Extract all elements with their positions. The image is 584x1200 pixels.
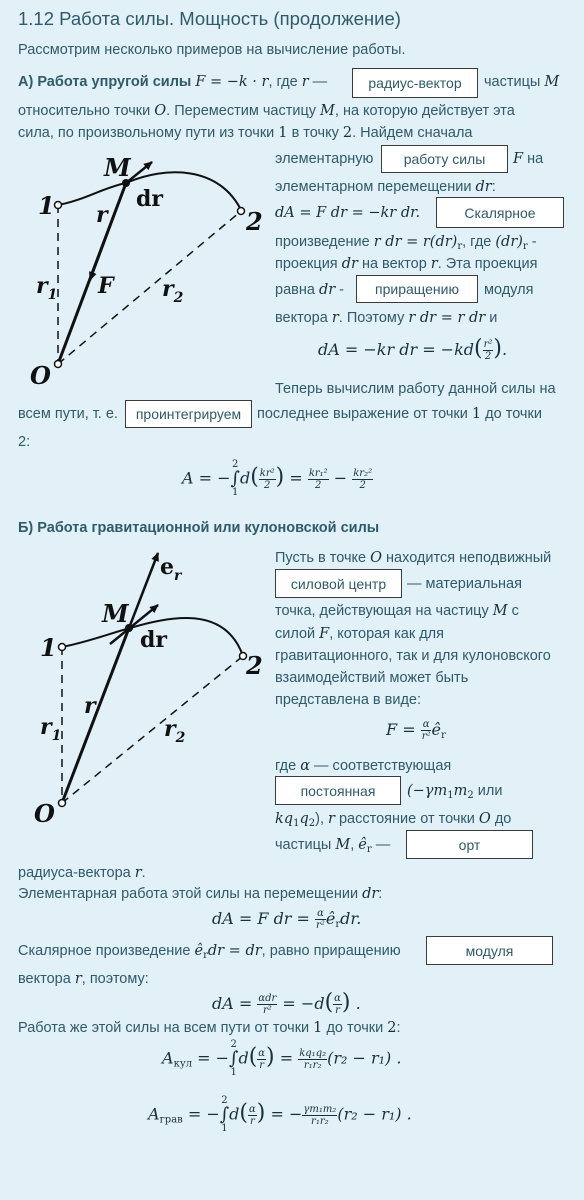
- blank-constant[interactable]: постоянная: [275, 776, 401, 805]
- section-a-heading: А) Работа упругой силы: [18, 74, 192, 90]
- label-1: 1: [38, 191, 55, 220]
- section-a-r7: вектора r. Поэтому r dr = r dr и: [275, 310, 498, 326]
- section-a-now2: всем пути, т. е.: [18, 406, 118, 422]
- section-b-r11: частицы M, $ê_r$ —: [275, 837, 391, 855]
- eq-a-total: A = −2 ∫ 1d( $\frac{\text{kr²}}{2}$ ) = $\frac{\text{kr₁²}}{2}$ − $\frac{\text{kr₂²}}{2}$: [182, 459, 373, 498]
- label-r2-b: $r_2$: [164, 716, 186, 746]
- section-b-l16: Работа же этой силы на всем пути от точки 1 до точки 2:: [18, 1020, 401, 1036]
- eq-b-gravity: $A_{грав} = -2$ ∫ 1d( $\frac{\alpha}{r}$ ) = − $\frac{\text{γm₁m₂}}{\text{r₁r₂}}$ (r₂ − r₁) .: [148, 1095, 412, 1134]
- label-2: 2: [246, 207, 263, 236]
- point-o-b: [59, 800, 66, 807]
- blank-increment[interactable]: приращению: [356, 275, 478, 303]
- label-er: $e_r$: [160, 554, 182, 584]
- label-r1: $r_1$: [36, 273, 58, 303]
- point-1-b: [59, 644, 66, 651]
- section-b-r4: силой F, которая как для: [275, 626, 444, 642]
- label-r2: $r_2$: [162, 276, 184, 306]
- eq-b-da2: dA = $\frac{\text{αdr}}{\text{r²}}$ = −d( $\frac{\alpha}{r}$ ) .: [212, 990, 361, 1016]
- section-b-heading: Б) Работа гравитационной или кулоновской силы: [18, 520, 380, 536]
- section-b-l13: Элементарная работа этой силы на перемещении dr:: [18, 886, 383, 902]
- section-b-r2: — материальная: [407, 576, 522, 592]
- section-a-r6: равна dr -: [275, 282, 345, 298]
- blank-force-center[interactable]: силовой центр: [275, 569, 402, 598]
- section-b-l14: Скалярное произведение $ê_rdr$ = dr, равно приращению: [18, 943, 401, 961]
- eq-da-elastic: dA = −kr dr = −kd( $\frac{\text{r²}}{2}$ ).: [318, 336, 508, 362]
- section-b-r5: гравитационного, так и для кулоновского: [275, 648, 551, 664]
- label-m-b: M: [102, 599, 129, 628]
- section-a-r3: dA = F dr = −kr dr.: [275, 205, 421, 221]
- eq-f-central: F = $\frac{\alpha}{\text{r²}}$ $ê_r$: [386, 719, 446, 742]
- section-a-r6-tail: модуля: [484, 282, 534, 298]
- section-a-r1-tail: F на: [513, 151, 544, 167]
- point-2: [238, 208, 245, 215]
- eq-b-da: dA = F dr = $\frac{\alpha}{\text{r²}}$ $ê_rdr$.: [212, 908, 362, 931]
- blank-unit-vector[interactable]: орт: [406, 830, 533, 859]
- section-a-now3: 2:: [18, 434, 31, 450]
- blank-work-of-force[interactable]: работу силы: [381, 145, 508, 173]
- page-title: 1.12 Работа силы. Мощность (продолжение): [18, 8, 401, 29]
- section-b-l15: вектора r, поэтому:: [18, 971, 149, 987]
- section-b-r9: ($-\gamma m_1m_2$ или: [407, 783, 503, 801]
- section-a-r5: проекция dr на вектор r. Эта проекция: [275, 256, 538, 272]
- section-a-r2: элементарном перемещении dr:: [275, 179, 496, 195]
- label-o: O: [30, 361, 51, 390]
- section-b-r1: Пусть в точке O находится неподвижный: [275, 550, 552, 566]
- blank-integrate[interactable]: проинтегрируем: [125, 400, 252, 428]
- section-a-now2-tail: последнее выражение от точки 1 до точки: [257, 406, 542, 422]
- force-arrow: [90, 183, 126, 280]
- section-a-line-3: сила, по произвольному пути из точки 1 в точку 2. Найдем сначала: [18, 125, 473, 141]
- section-a-r1: элементарную: [275, 151, 374, 167]
- section-b-r10: $kq_1q_2$), r расстояние от точки O до: [275, 811, 512, 829]
- section-b-r7: представлена в виде:: [275, 692, 421, 708]
- section-a-now1: Теперь вычислим работу данной силы на: [275, 381, 556, 397]
- label-r1-b: $r_1$: [40, 714, 62, 744]
- figure-elastic-force: [30, 150, 270, 390]
- section-a-line-1-tail: частицы M: [484, 74, 560, 90]
- label-2-b: 2: [246, 651, 263, 680]
- point-o: [55, 361, 62, 368]
- section-b-r3: точка, действующая на частицу M с: [275, 603, 519, 619]
- blank-radius-vector[interactable]: радиус-вектор: [352, 68, 478, 98]
- label-r-b: r: [84, 693, 96, 719]
- section-b-r6: взаимодействий может быть: [275, 670, 469, 686]
- blank-modulus[interactable]: модуля: [426, 936, 553, 965]
- eq-b-coulomb: $A_{кул} = -2$ ∫ 1d( $\frac{\alpha}{r}$ ) = $\frac{\text{kq₁q₂}}{\text{r₁r₂}}$ (r₂ − r₁) .: [162, 1039, 402, 1078]
- section-b-r8: где α — соответствующая: [275, 758, 452, 774]
- label-1-b: 1: [40, 633, 57, 662]
- section-a-r4: произведение r dr = $r(dr)_r$, где $(dr)_r$ -: [275, 234, 537, 252]
- label-f: F: [98, 273, 114, 299]
- figure-gravitational-force: [30, 550, 270, 832]
- blank-scalar[interactable]: Скалярное: [436, 197, 564, 228]
- point-1: [55, 202, 62, 209]
- label-o-b: O: [34, 799, 55, 828]
- section-a-line-2: относительно точки O. Переместим частицу M, на которую действует эта: [18, 103, 515, 119]
- intro-text: Рассмотрим несколько примеров на вычисление работы.: [18, 42, 406, 58]
- section-b-l12: радиуса-вектора r.: [18, 865, 146, 881]
- label-r: r: [96, 202, 108, 228]
- label-dr-b: dr: [140, 627, 167, 653]
- label-m: M: [104, 153, 131, 182]
- label-dr: dr: [136, 186, 163, 212]
- section-a-line-1: А) Работа упругой силы F = −k · r, где r —: [18, 74, 328, 90]
